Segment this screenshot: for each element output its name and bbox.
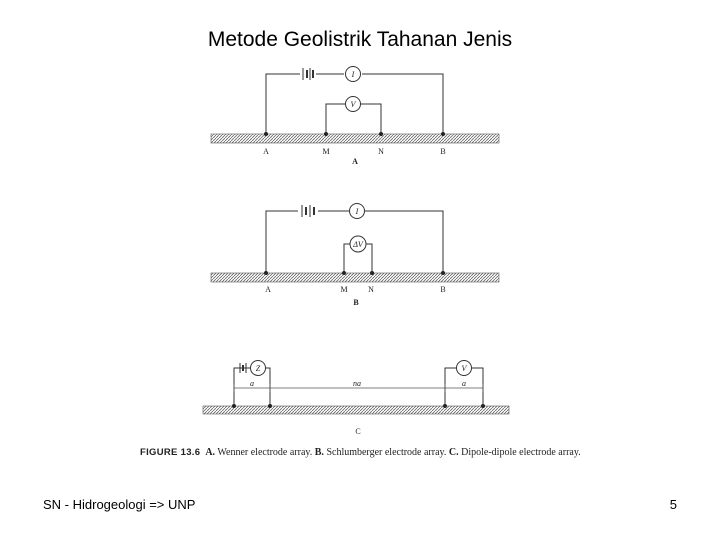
panel-b-schlumberger	[211, 204, 499, 308]
electrode-label: B	[440, 147, 446, 156]
voltmeter-label: V	[350, 100, 356, 109]
voltmeter-label: ΔV	[353, 240, 363, 249]
figure-number: FIGURE 13.6	[140, 447, 201, 458]
panel-a-title: A	[352, 157, 358, 166]
battery-icon	[303, 68, 313, 80]
electrode-dot	[443, 404, 447, 408]
current-meter-label: Z	[255, 364, 261, 373]
electrode-dot	[342, 271, 346, 275]
electrode-label: M	[322, 147, 330, 156]
electrode-dot	[264, 132, 268, 136]
electrode-dot	[264, 271, 268, 275]
electrode-label: A	[263, 147, 269, 156]
voltmeter-label: V	[461, 364, 467, 373]
current-meter-label: I	[355, 207, 359, 216]
electrode-dot	[441, 271, 445, 275]
slide-title: Metode Geolistrik Tahanan Jenis	[207, 28, 513, 51]
caption-a-label: A.	[205, 447, 216, 458]
caption-b-text: Schlumberger electrode array.	[323, 447, 449, 458]
caption-b-label: B.	[314, 447, 324, 458]
current-meter-label: I	[351, 70, 355, 79]
electrode-dot	[379, 132, 383, 136]
ground-surface-b	[211, 273, 499, 282]
electrode-dot	[481, 404, 485, 408]
electrode-label: B	[440, 285, 446, 294]
battery-icon	[302, 205, 314, 217]
spacing-label-middle: na	[353, 379, 361, 388]
panel-c-dipole-dipole	[203, 361, 509, 437]
electrode-dot	[441, 132, 445, 136]
page-number: 5	[669, 497, 677, 512]
panel-c-title: C	[355, 427, 361, 436]
ground-surface-a	[211, 134, 499, 143]
electrode-dot	[232, 404, 236, 408]
electrode-label: N	[368, 285, 374, 294]
caption-c-label: C.	[448, 447, 459, 458]
panel-a-wenner	[211, 67, 499, 167]
panel-b-title: B	[353, 298, 359, 307]
figure-caption	[140, 447, 590, 459]
electrode-label: A	[265, 285, 271, 294]
electrode-dot	[370, 271, 374, 275]
caption-c-text: Dipole-dipole electrode array.	[458, 447, 581, 458]
spacing-label-left: a	[250, 379, 254, 388]
electrode-label: M	[340, 285, 348, 294]
electrode-dot	[268, 404, 272, 408]
ground-surface-c	[203, 406, 509, 414]
caption-a-text: Wenner electrode array.	[215, 447, 315, 458]
electrode-dot	[324, 132, 328, 136]
electrode-label: N	[378, 147, 384, 156]
footer-course: SN - Hidrogeologi => UNP	[43, 497, 196, 512]
spacing-label-right: a	[462, 379, 466, 388]
